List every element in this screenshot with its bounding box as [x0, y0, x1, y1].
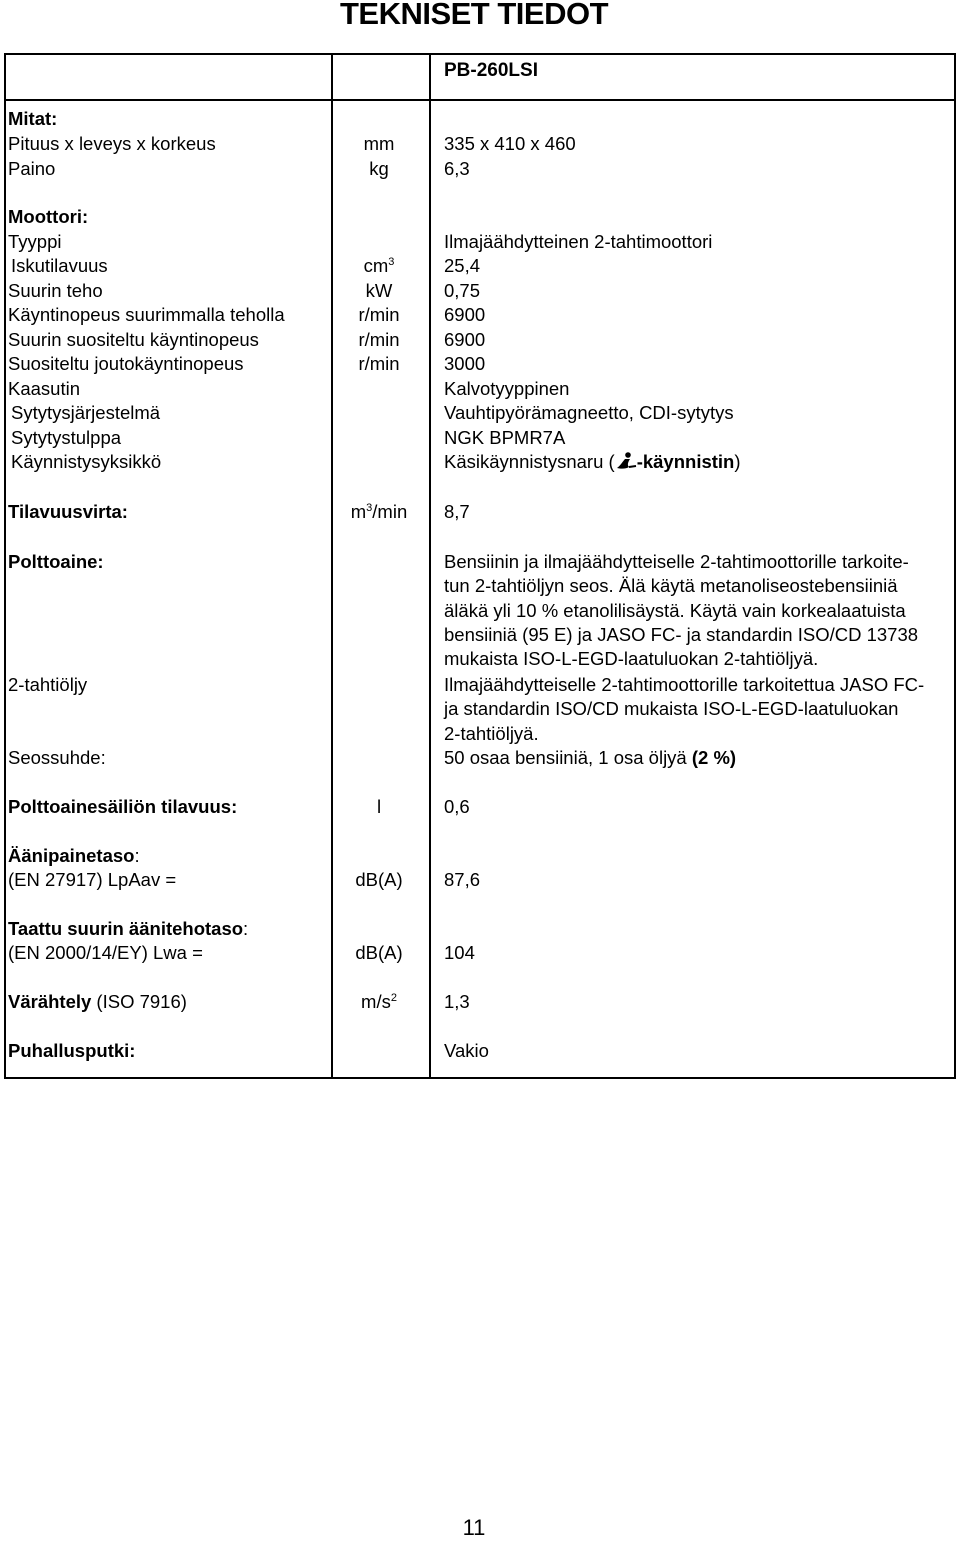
sound-power-unit: dB(A) [355, 942, 403, 963]
engine-heading: Moottori: [8, 206, 89, 227]
fuel-description: Bensiinin ja ilmajäähdytteiselle 2-tahtimoottorille tarkoite- tun 2-tahtiöljyn seos. Älä käytä metanoliseostebensiiniä äläkä yli 10 % etanolilisäystä. Käytä vain korkealaatuista bensiiniä (95 E) ja JASO FC- ja standardin ISO/CD 13738 mukaista ISO-L-EGD-laatuluokan 2-tahtiöljyä. [444, 551, 919, 670]
airflow-value: 8,7 [444, 501, 470, 522]
spec-unit: kg [369, 158, 389, 179]
airflow-unit: $m^3/\min$ [350, 501, 408, 522]
airflow-label: Tilavuusvirta: [8, 501, 128, 522]
tank-unit: l [376, 796, 382, 817]
spec-label: Kaasutin [8, 378, 80, 399]
spec-unit: mm [363, 133, 395, 154]
spec-label: Sytytystulppa [11, 427, 122, 448]
spec-unit: r/min [358, 329, 400, 350]
mix-value: 50 osaa bensiiniä, 1 osa öljyä (2 %) [444, 747, 737, 768]
spec-label: Suurin teho [8, 280, 103, 301]
spec-label: Paino [8, 158, 56, 179]
spec-value: 0,75 [444, 280, 481, 301]
spec-value: 6900 [444, 329, 486, 350]
model-name: PB-260LSI [444, 60, 538, 81]
column-divider [331, 55, 333, 1077]
sound-pressure-label: (EN 27917) LpAav = [8, 869, 177, 890]
spec-unit: kW [365, 280, 393, 301]
spec-value: NGK BPMR7A [444, 427, 566, 448]
spec-unit: $cm^3$ [363, 255, 395, 276]
spec-value: 335 x 410 x 460 [444, 133, 576, 154]
oil-description: Ilmajäähdytteiselle 2-tahtimoottorille tarkoitettua JASO FC- ja standardin ISO/CD mukaista ISO-L-EGD-laatuluokan 2-tahtiöljyä. [444, 674, 925, 744]
i-start-icon [615, 452, 637, 470]
spec-value: Kalvotyyppinen [444, 378, 570, 399]
sound-pressure-heading: Äänipainetaso: [8, 845, 140, 866]
blower-tube-label: Puhallusputki: [8, 1040, 136, 1061]
spec-label: Sytytysjärjestelmä [11, 402, 161, 423]
spec-unit: r/min [358, 304, 400, 325]
oil-label: 2-tahtiöljy [8, 674, 88, 695]
header-divider [6, 99, 954, 101]
dimensions-heading: Mitat: [8, 108, 58, 129]
tank-value: 0,6 [444, 796, 470, 817]
sound-power-value: 104 [444, 942, 475, 963]
spec-label: Suurin suositeltu käyntinopeus [8, 329, 259, 350]
spec-value: Ilmajäähdytteinen 2-tahtimoottori [444, 231, 713, 252]
sound-pressure-unit: dB(A) [355, 869, 403, 890]
fuel-label: Polttoaine: [8, 551, 104, 572]
spec-value: 3000 [444, 353, 486, 374]
tank-label: Polttoainesäiliön tilavuus: [8, 796, 238, 817]
spec-value: Käsikäynnistysnaru ( -käynnistin) [444, 451, 741, 472]
column-divider [429, 55, 431, 1077]
spec-unit: r/min [358, 353, 400, 374]
sound-power-label: (EN 2000/14/EY) Lwa = [8, 942, 203, 963]
spec-label: Käyntinopeus suurimmalla teholla [8, 304, 285, 325]
blower-tube-value: Vakio [444, 1040, 489, 1061]
spec-value: Vauhtipyörämagneetto, CDI-sytytys [444, 402, 734, 423]
page-title: TEKNISET TIEDOT [339, 0, 609, 31]
vibration-value: 1,3 [444, 991, 470, 1012]
spec-label: Käynnistysyksikkö [11, 451, 162, 472]
spec-value: 25,4 [444, 255, 481, 276]
spec-label: Iskutilavuus [11, 255, 108, 276]
spec-label: Suositeltu joutokäyntinopeus [8, 353, 244, 374]
vibration-label: Värähtely (ISO 7916) [8, 991, 187, 1012]
spec-label: Pituus x leveys x korkeus [8, 133, 216, 154]
sound-pressure-value: 87,6 [444, 869, 481, 890]
spec-label: Tyyppi [8, 231, 62, 252]
mix-label: Seossuhde: [8, 747, 106, 768]
vibration-unit: $m/s^2$ [361, 991, 397, 1012]
spec-value: 6,3 [444, 158, 470, 179]
spec-value: 6900 [444, 304, 486, 325]
sound-power-heading: Taattu suurin äänitehotaso: [8, 918, 249, 939]
page-number: 11 [462, 1515, 486, 1540]
